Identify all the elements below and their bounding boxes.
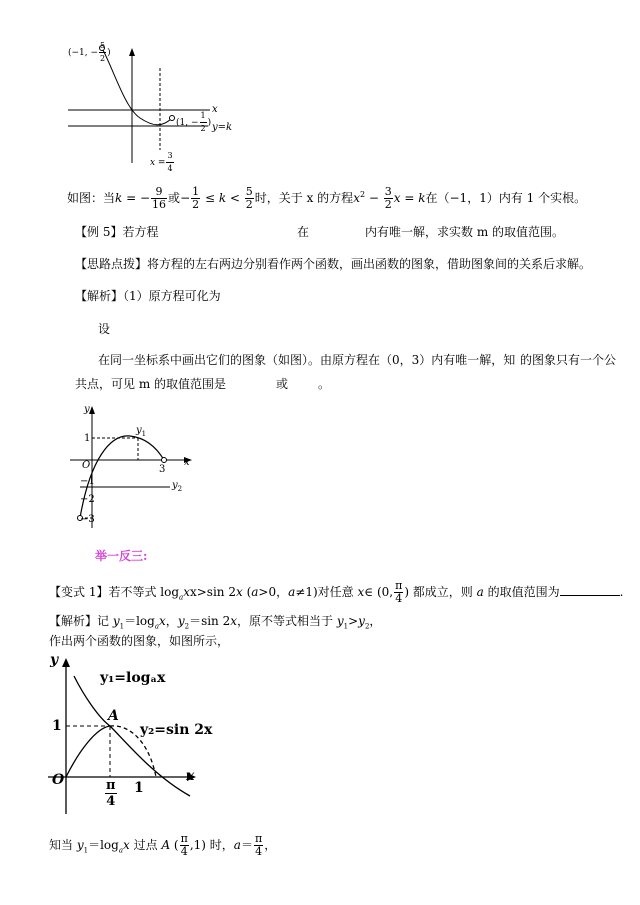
graph2-y2-label: $y_2$ <box>172 480 183 493</box>
graph3-y-arrow <box>62 658 70 667</box>
graph1-open-point-right <box>170 116 175 121</box>
graph2-origin-label: O <box>82 460 91 471</box>
para2-b: 或 <box>276 377 289 391</box>
graph2-y-label: y <box>84 404 90 415</box>
graph3-y2-label: y₂=sin 2x <box>140 722 213 738</box>
condition-line: 如图：当k = − $\frac{9}{16}$ 或− $\frac{1}{2}$ ≤ k < $\frac{5}{2}$ 时，关于 x 的方程$x^2$ − $\frac{3}{2}$ x = k在（−1，1）内有 1 个实根。 <box>67 185 587 211</box>
example5-b: 在 <box>297 225 310 239</box>
graph2-tick-m3: −3 <box>80 514 95 525</box>
graph3-point-A: A <box>108 708 119 724</box>
hint-line: 【思路点拨】将方程的左右两边分别看作两个函数，画出函数的图象，借助图象间的关系后求解。 <box>75 257 592 271</box>
analysis2-line: 【解析】记 $y_1=\log_ax$，$y_2=\sin$ 2x，原不等式相当于 $y_1>y_2$， <box>49 614 382 631</box>
graph1-point-left-label: (−1, − $\frac{5}{2}$ ) <box>68 41 111 63</box>
analysis1-line: 【解析】（1）原方程可化为 <box>75 289 221 303</box>
graph1-point-right-label: (1, − $\frac{1}{2}$ ) <box>176 111 212 133</box>
set-line: 设 <box>98 322 111 336</box>
example5-a: 【例 5】若方程 <box>75 225 159 239</box>
graph2-y1-label: $y_1$ <box>136 425 147 438</box>
graph2-tick-m1: −1 <box>80 476 95 487</box>
graph3-x-label: x <box>186 768 195 784</box>
graph3-y-label: y <box>50 652 59 668</box>
graph2-tick-3: 3 <box>159 464 166 475</box>
para2-a: 共点，可见 m 的取值范围是 <box>75 377 227 391</box>
practice-title: 举一反三: <box>95 549 148 563</box>
graph1-x-label: x <box>212 104 218 115</box>
variant1-line: 【变式 1】若不等式 $\log_axx>\sin$ 2x (a>0，a≠1)对任意 x∈ (0, $\frac{\pi}{4}$ ) 都成立，则 a 的取值范围为 . <box>49 579 624 605</box>
graph2-tick-1: 1 <box>84 433 91 444</box>
graph3-tick-1: 1 <box>52 718 62 734</box>
graph3-origin: O <box>52 772 65 788</box>
graph3-pi-over-4: $\frac{\pi}{4}$ <box>106 778 116 809</box>
graph1-xeq-label: x = $\frac{3}{4}$ <box>150 151 173 173</box>
draw-line: 作出两个函数的图象，如图所示， <box>49 634 230 648</box>
graph3-y1-label: y₁=logₐx <box>100 670 166 686</box>
graph3-sin-curve <box>66 726 110 777</box>
graph1-yk-label: y=k <box>212 122 233 133</box>
graph2-x-label: x <box>184 457 190 468</box>
graph1-y-arrow <box>129 48 135 56</box>
para1-a: 在同一坐标系中画出它们的图象（如图）。由原方程在（0，3）内有唯一解，知 <box>98 353 516 367</box>
graph3-tick-x1: 1 <box>134 780 144 796</box>
graph1-curve <box>102 48 172 125</box>
final-line: 知当 $y_1=\log_ax$ 过点 A ( $\frac{\pi}{4}$ ,1) 时，a＝ $\frac{\pi}{4}$ ， <box>49 832 277 858</box>
answer-blank <box>560 585 620 596</box>
graph2-tick-m2: −2 <box>80 494 95 505</box>
example5-c: 内有唯一解，求实数 m 的取值范围。 <box>365 225 565 239</box>
para2-c: 。 <box>318 377 331 391</box>
para1-b: 的图象只有一个公 <box>520 353 617 367</box>
